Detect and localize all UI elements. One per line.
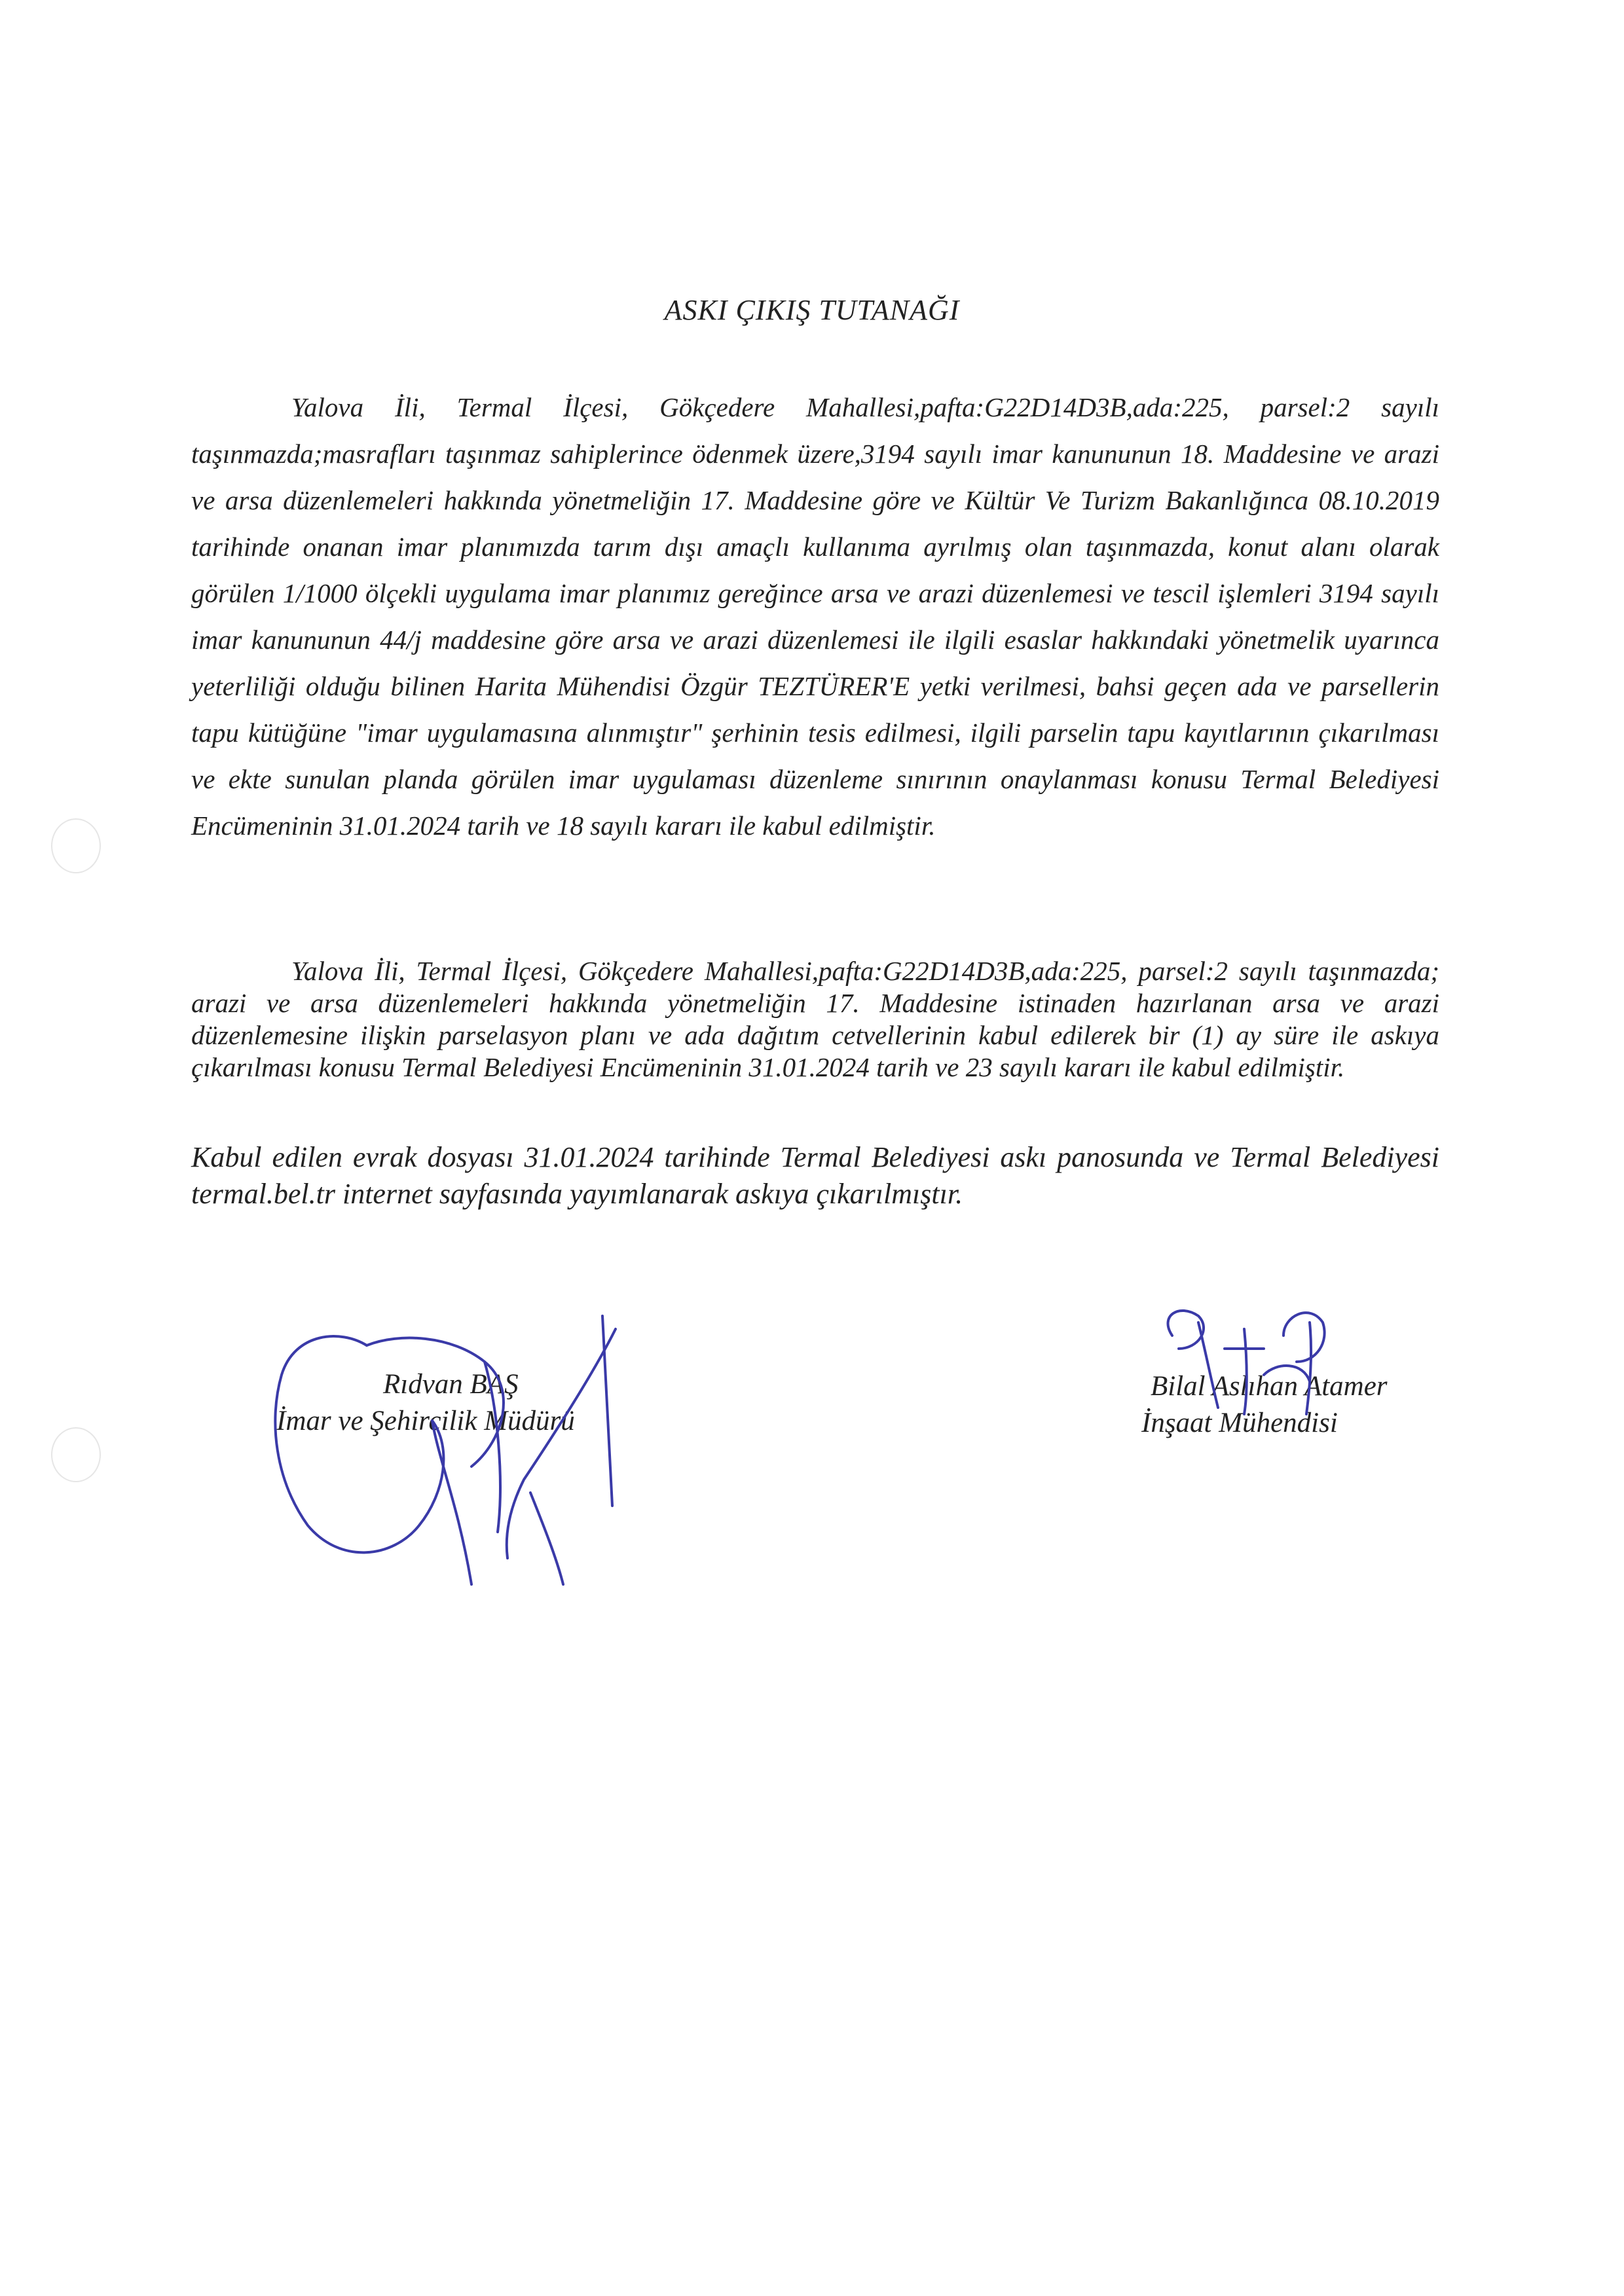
signatory-left-title: İmar ve Şehircilik Müdürü [276,1406,575,1436]
paragraph-1: Yalova İli, Termal İlçesi, Gökçedere Mahallesi,pafta:G22D14D3B,ada:225, parsel:2 sayılı taşınmazda;masrafları taşınmaz sahiplerince ödenmek üzere,3194 sayılı imar kanununun 18. Maddesine ve arazi ve arsa düzenlemeleri hakkında yönetmeliğin 17. Maddesine göre ve Kültür Ve Turizm Bakanlığınca 08.10.2019 tarihinde onanan imar planımızda tarım dışı amaçlı kullanıma ayrılmış olan taşınmazda, konut alanı olarak görülen 1/1000 ölçekli uygulama imar planımız gereğince arsa ve arazi düzenlemesi ve tescil işlemleri 3194 sayılı imar kanununun 44/j maddesine göre arsa ve arazi düzenlemesi ile ilgili esaslar hakkındaki yönetmelik uyarınca yeterliliği olduğu bilinen Harita Mühendisi Özgür TEZTÜRER'E yetki verilmesi, bahsi geçen ada ve parsellerin tapu kütüğüne "imar uygulamasına alınmıştır" şerhinin tesis edilmesi, ilgili parselin tapu kayıtlarının çıkarılması ve ekte sunulan planda görülen imar uygulaması düzenleme sınırının onaylanması konusu Termal Belediyesi Encümeninin 31.01.2024 tarih ve 18 sayılı kararı ile kabul edilmiştir. [191,392,1439,841]
signatory-right-title: İnşaat Mühendisi [1141,1408,1338,1438]
signatory-right-name: Bilal Aslıhan Atamer [1151,1371,1388,1402]
document-title: ASKI ÇIKIŞ TUTANAĞI [664,294,960,326]
paragraph-3: Kabul edilen evrak dosyası 31.01.2024 tarihinde Termal Belediyesi askı panosunda ve Termal Belediyesi termal.bel.tr internet sayfasında yayımlanarak askıya çıkarılmıştır. [191,1141,1439,1210]
signatory-left-name: Rıdvan BAŞ [383,1369,519,1400]
punch-hole-top [51,818,101,873]
punch-hole-bottom [51,1427,101,1482]
signature-left [275,1316,616,1584]
paragraph-2: Yalova İli, Termal İlçesi, Gökçedere Mahallesi,pafta:G22D14D3B,ada:225, parsel:2 sayılı taşınmazda; arazi ve arsa düzenlemeleri hakkında yönetmeliğin 17. Maddesine istinaden hazırlanan arsa ve arazi düzenlemesine ilişkin parselasyon planı ve ada dağıtım cetvellerinin kabul edilerek bir (1) ay süre ile askıya çıkarılması konusu Termal Belediyesi Encümeninin 31.01.2024 tarih ve 23 sayılı kararı ile kabul edilmiştir. [191,956,1439,1082]
